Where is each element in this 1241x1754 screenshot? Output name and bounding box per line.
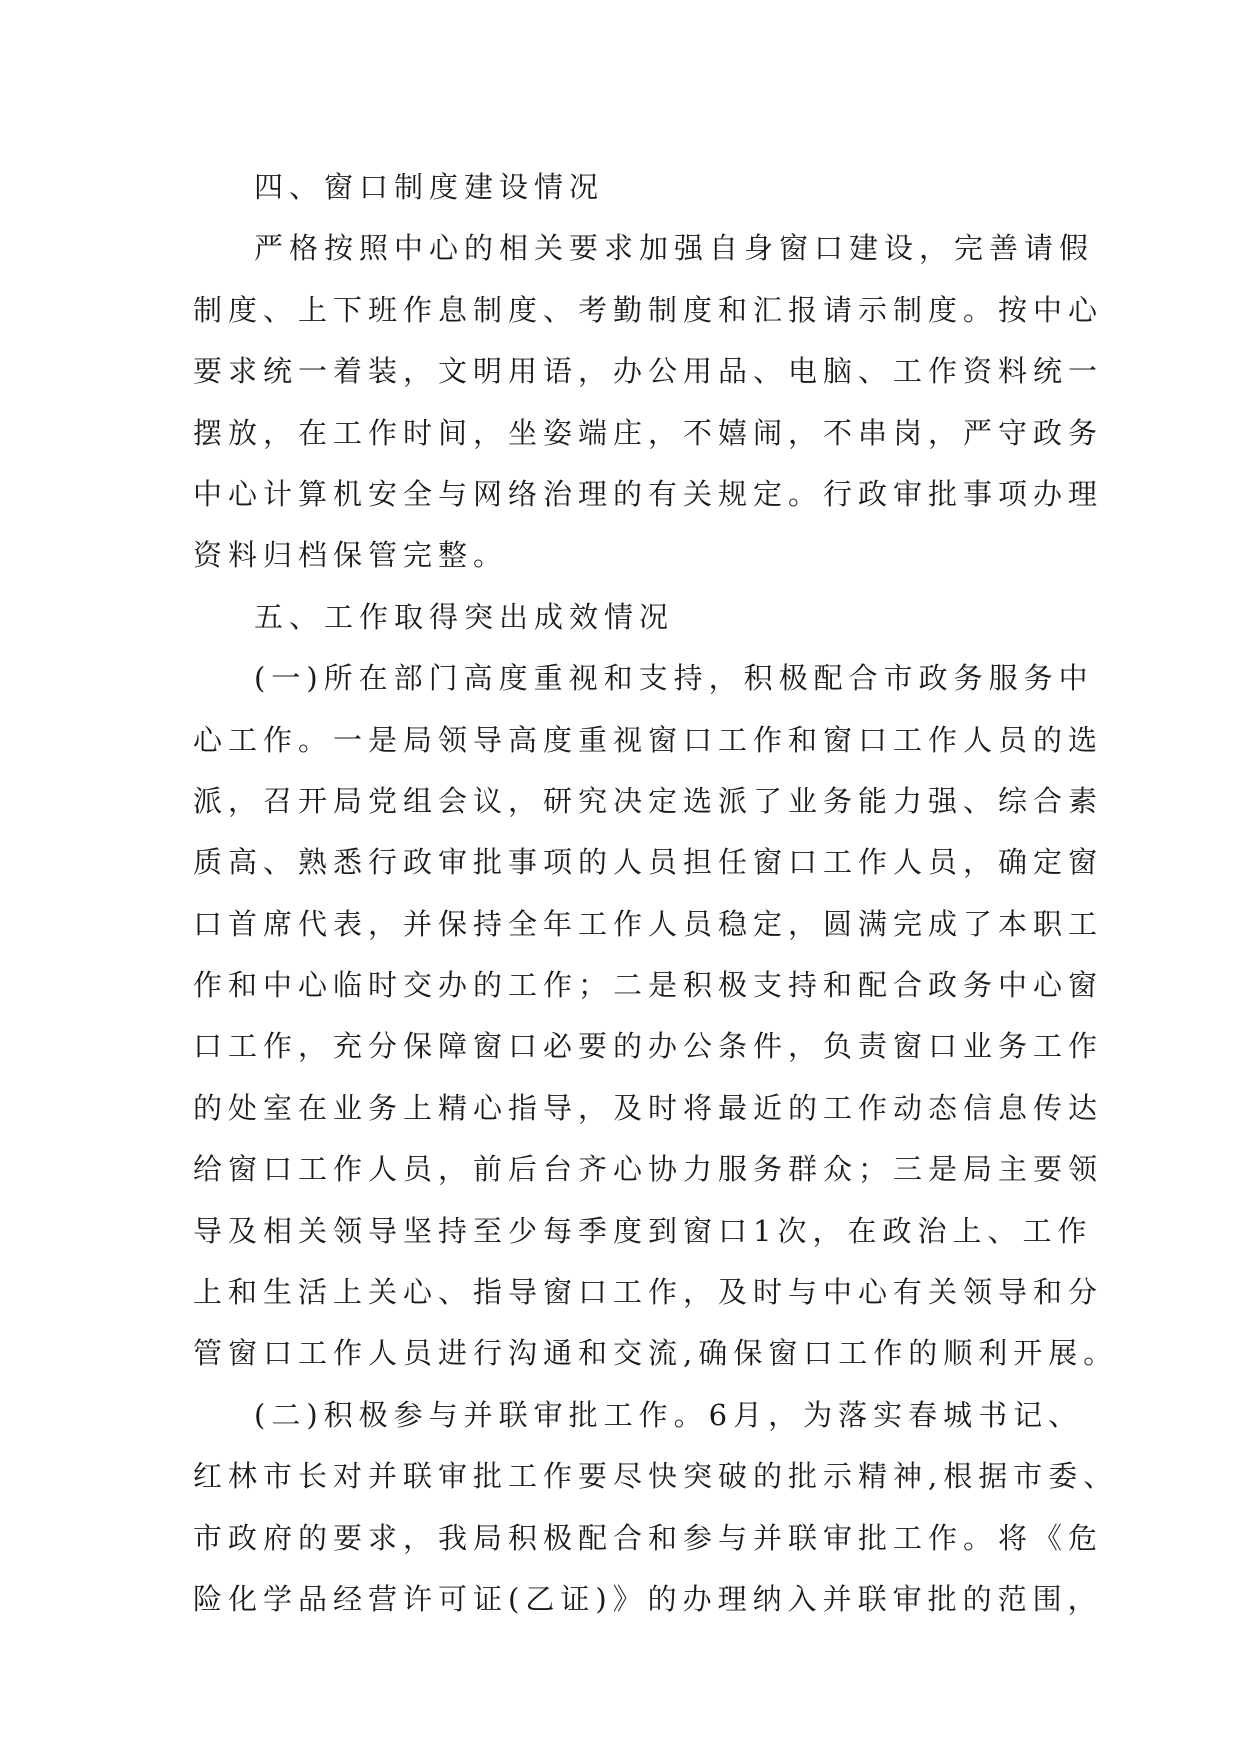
paragraph-line: 制度、上下班作息制度、考勤制度和汇报请示制度。按中心: [193, 292, 1104, 327]
paragraph-line: 摆放，在工作时间，坐姿端庄，不嬉闹，不串岗，严守政务: [193, 415, 1104, 450]
paragraph-line: 导及相关领导坚持至少每季度到窗口1次，在政治上、工作: [193, 1213, 1093, 1248]
paragraph-line: 严格按照中心的相关要求加强自身窗口建设，完善请假: [254, 231, 1095, 266]
paragraph-line: 资料归档保管完整。: [193, 538, 509, 573]
paragraph-line: 市政府的要求，我局积极配合和参与并联审批工作。将《危: [193, 1520, 1104, 1555]
paragraph-line: 的处室在业务上精心指导，及时将最近的工作动态信息传达: [193, 1090, 1104, 1125]
paragraph-line: 红林市长对并联审批工作要尽快突破的批示精神,根据市委、: [193, 1459, 1119, 1494]
paragraph-line: 口首席代表，并保持全年工作人员稳定，圆满完成了本职工: [193, 906, 1104, 941]
paragraph-line: 管窗口工作人员进行沟通和交流,确保窗口工作的顺利开展。: [193, 1336, 1119, 1371]
paragraph-line: 口工作，充分保障窗口必要的办公条件，负责窗口业务工作: [193, 1029, 1104, 1064]
paragraph-line: 上和生活上关心、指导窗口工作，及时与中心有关领导和分: [193, 1275, 1104, 1310]
paragraph-line: 给窗口工作人员，前后台齐心协力服务群众；三是局主要领: [193, 1152, 1104, 1187]
paragraph-line: 险化学品经营许可证(乙证)》的办理纳入并联审批的范围，: [193, 1581, 1103, 1616]
section-heading-five: 五、工作取得突出成效情况: [254, 599, 675, 634]
paragraph-line: 中心计算机安全与网络治理的有关规定。行政审批事项办理: [193, 476, 1104, 511]
paragraph-line: (二)积极参与并联审批工作。6月，为落实春城书记、: [254, 1397, 1084, 1432]
paragraph-line: 作和中心临时交办的工作；二是积极支持和配合政务中心窗: [193, 968, 1104, 1003]
paragraph-line: (一)所在部门高度重视和支持，积极配合市政务服务中: [254, 661, 1094, 696]
paragraph-line: 心工作。一是局领导高度重视窗口工作和窗口工作人员的选: [193, 722, 1104, 757]
section-heading-four: 四、窗口制度建设情况: [254, 170, 605, 204]
paragraph-line: 质高、熟悉行政审批事项的人员担任窗口工作人员，确定窗: [193, 845, 1104, 880]
paragraph-line: 派，召开局党组会议，研究决定选派了业务能力强、综合素: [193, 783, 1104, 818]
paragraph-line: 要求统一着装，文明用语，办公用品、电脑、工作资料统一: [193, 354, 1104, 389]
document-body: [193, 157, 1119, 1630]
